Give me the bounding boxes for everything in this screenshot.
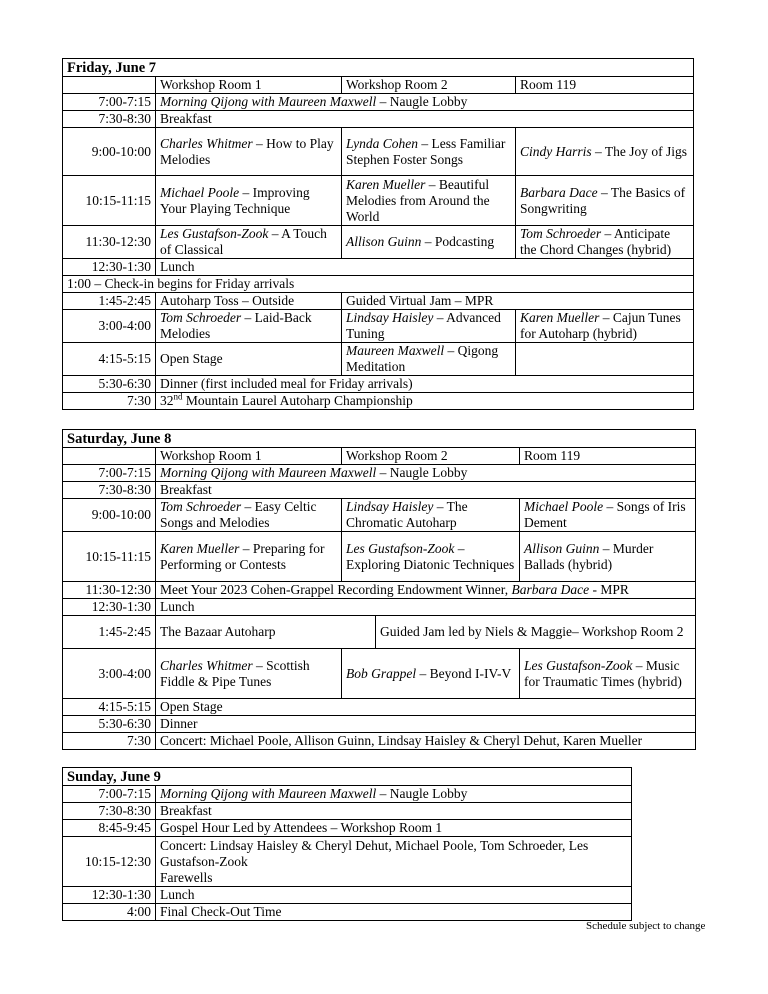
table-row <box>63 582 696 599</box>
workshop-cell <box>516 176 694 226</box>
workshop-title: – The Joy of Jigs <box>591 143 688 159</box>
workshop-cell <box>156 532 342 582</box>
workshop-title: – Less Familiar Stephen Foster Songs <box>346 135 506 167</box>
presenter-name: Karen Mueller <box>346 176 426 192</box>
time-cell: 7:00-7:15 <box>63 465 156 482</box>
table-row <box>63 293 694 310</box>
workshop-title: – Songs of Iris Dement <box>524 499 686 530</box>
workshop-cell <box>156 226 342 259</box>
event-cell: Lunch <box>156 259 694 276</box>
workshop-cell <box>342 343 516 376</box>
table-row <box>63 226 694 259</box>
table-row <box>63 343 694 376</box>
time-cell: 1:45-2:45 <box>63 293 156 310</box>
table-row <box>63 532 696 582</box>
saturday-room-2: Workshop Room 2 <box>342 448 520 465</box>
event-location: – Naugle Lobby <box>376 465 468 480</box>
table-row <box>63 887 632 904</box>
farewells-text: Farewells <box>160 869 213 885</box>
workshop-title: – Podcasting <box>421 234 495 249</box>
event-cell: Dinner <box>156 716 696 733</box>
presenter-name: Lynda Cohen <box>346 135 418 151</box>
table-row <box>63 259 694 276</box>
event-cell <box>156 582 696 599</box>
event-cell: Final Check-Out Time <box>156 904 632 921</box>
workshop-cell <box>342 128 516 176</box>
table-row <box>63 733 696 750</box>
workshop-title: – Scottish Fiddle & Pipe Tunes <box>160 657 310 689</box>
table-row <box>63 94 694 111</box>
time-cell: 10:15-12:30 <box>63 837 156 887</box>
time-cell: 7:30-8:30 <box>63 803 156 820</box>
presenter-name: Lindsay Haisley <box>346 499 434 514</box>
friday-room-3: Room 119 <box>516 77 694 94</box>
workshop-title: – Preparing for Performing or Contests <box>160 540 325 572</box>
workshop-cell <box>342 176 516 226</box>
time-cell: 3:00-4:00 <box>63 649 156 699</box>
presenter-name: Les Gustafson-Zook <box>346 540 455 556</box>
workshop-cell <box>156 649 342 699</box>
workshop-cell <box>342 310 516 343</box>
event-cell <box>156 786 632 803</box>
workshop-cell <box>520 499 696 532</box>
event-cell: Lunch <box>156 887 632 904</box>
time-cell: 5:30-6:30 <box>63 376 156 393</box>
workshop-cell <box>156 128 342 176</box>
time-cell: 7:30 <box>63 393 156 410</box>
workshop-title: – Laid-Back Melodies <box>160 310 312 341</box>
presenter-name: Cindy Harris <box>520 143 592 159</box>
checkin-cell: 1:00 – Check-in begins for Friday arrivals <box>63 276 694 293</box>
table-row <box>63 616 696 649</box>
event-cell <box>156 837 632 887</box>
event-cell: Open Stage <box>156 343 342 376</box>
time-cell: 7:00-7:15 <box>63 94 156 111</box>
event-cell <box>156 465 696 482</box>
workshop-title: – Music for Traumatic Times (hybrid) <box>524 657 682 689</box>
table-row <box>63 176 694 226</box>
event-cell: Dinner (first included meal for Friday arrivals) <box>156 376 694 393</box>
time-cell: 9:00-10:00 <box>63 128 156 176</box>
presenter-name: Allison Guinn <box>346 234 422 249</box>
time-cell: 7:30 <box>63 733 156 750</box>
empty-cell <box>516 343 694 376</box>
event-cell: Breakfast <box>156 803 632 820</box>
time-cell: 12:30-1:30 <box>63 887 156 904</box>
workshop-title: – The Basics of Songwriting <box>520 184 686 216</box>
workshop-cell <box>342 226 516 259</box>
time-cell: 9:00-10:00 <box>63 499 156 532</box>
event-cell: Breakfast <box>156 482 696 499</box>
presenter-name: Michael Poole <box>524 499 604 514</box>
presenter-name: Michael Poole <box>160 184 240 200</box>
workshop-title: – Beyond I-IV-V <box>416 665 512 681</box>
time-cell: 7:30-8:30 <box>63 111 156 128</box>
table-row <box>63 276 694 293</box>
time-cell: 8:45-9:45 <box>63 820 156 837</box>
workshop-cell <box>156 499 342 532</box>
table-row <box>63 716 696 733</box>
presenter-name: Allison Guinn <box>524 540 600 556</box>
workshop-title: – How to Play Melodies <box>160 135 334 167</box>
workshop-cell <box>156 310 342 343</box>
time-cell: 11:30-12:30 <box>63 226 156 259</box>
event-cell <box>156 94 694 111</box>
workshop-title: – Anticipate the Chord Changes (hybrid) <box>520 226 672 257</box>
event-cell: Breakfast <box>156 111 694 128</box>
table-row <box>63 837 632 887</box>
time-cell: 1:45-2:45 <box>63 616 156 649</box>
presenter-name: Barbara Dace <box>520 184 598 200</box>
time-cell: 4:00 <box>63 904 156 921</box>
championship-number: 32 <box>160 393 174 408</box>
workshop-title: – Easy Celtic Songs and Melodies <box>160 499 317 530</box>
event-cell: The Bazaar Autoharp <box>156 616 376 649</box>
workshop-title: – Cajun Tunes for Autoharp (hybrid) <box>520 310 681 341</box>
event-location: - MPR <box>589 582 629 597</box>
table-row <box>63 393 694 410</box>
workshop-title: – Advanced Tuning <box>346 310 501 341</box>
presenter-name: Karen Mueller <box>160 540 240 556</box>
presenter-name: Lindsay Haisley <box>346 310 434 325</box>
event-location: – Naugle Lobby <box>376 786 468 801</box>
table-row <box>63 599 696 616</box>
presenter-name: Tom Schroeder <box>160 499 242 514</box>
championship-title: Mountain Laurel Autoharp Championship <box>182 393 413 408</box>
table-row <box>63 803 632 820</box>
friday-room-2: Workshop Room 2 <box>342 77 516 94</box>
workshop-cell <box>516 226 694 259</box>
saturday-header: Saturday, June 8 <box>63 430 696 448</box>
saturday-room-1: Workshop Room 1 <box>156 448 342 465</box>
friday-room-spacer <box>63 77 156 94</box>
presenter-name: Morning Qijong with Maureen Maxwell <box>160 786 377 801</box>
event-cell: Lunch <box>156 599 696 616</box>
table-row <box>63 111 694 128</box>
workshop-cell <box>342 649 520 699</box>
table-row <box>63 499 696 532</box>
friday-room-1: Workshop Room 1 <box>156 77 342 94</box>
ordinal-suffix: nd <box>173 391 183 402</box>
event-cell: Open Stage <box>156 699 696 716</box>
workshop-cell <box>520 649 696 699</box>
event-cell: Guided Virtual Jam – MPR <box>342 293 694 310</box>
presenter-name: Tom Schroeder <box>520 226 602 241</box>
workshop-cell <box>516 310 694 343</box>
workshop-cell <box>342 499 520 532</box>
table-row <box>63 820 632 837</box>
presenter-name: Les Gustafson-Zook <box>160 226 269 241</box>
friday-schedule-table <box>62 58 694 410</box>
workshop-title: – Murder Ballads (hybrid) <box>524 540 654 572</box>
workshop-title: – The Chromatic Autoharp <box>346 499 468 530</box>
time-cell: 4:15-5:15 <box>63 699 156 716</box>
workshop-cell <box>520 532 696 582</box>
time-cell: 10:15-11:15 <box>63 176 156 226</box>
event-cell: Guided Jam led by Niels & Maggie– Workshop Room 2 <box>376 616 696 649</box>
sunday-schedule-table <box>62 767 632 921</box>
table-row <box>63 465 696 482</box>
presenter-name: Charles Whitmer <box>160 135 253 151</box>
event-location: – Naugle Lobby <box>376 94 468 109</box>
presenter-name: Barbara Dace <box>511 582 590 597</box>
time-cell: 7:30-8:30 <box>63 482 156 499</box>
event-text: Meet Your 2023 Cohen-Grappel Recording Endowment Winner, <box>160 582 512 597</box>
event-cell: Concert: Michael Poole, Allison Guinn, Lindsay Haisley & Cheryl Dehut, Karen Mueller <box>156 733 696 750</box>
time-cell: 10:15-11:15 <box>63 532 156 582</box>
time-cell: 12:30-1:30 <box>63 259 156 276</box>
workshop-cell <box>516 128 694 176</box>
workshop-cell <box>342 532 520 582</box>
presenter-name: Maureen Maxwell <box>346 343 445 358</box>
time-cell: 4:15-5:15 <box>63 343 156 376</box>
time-cell: 3:00-4:00 <box>63 310 156 343</box>
table-row <box>63 128 694 176</box>
table-row <box>63 786 632 803</box>
concert-text: Concert: Lindsay Haisley & Cheryl Dehut, Michael Poole, Tom Schroeder, Les Gustafson-Zook <box>160 837 589 869</box>
event-cell: Gospel Hour Led by Attendees – Workshop Room 1 <box>156 820 632 837</box>
presenter-name: Karen Mueller <box>520 310 600 325</box>
presenter-name: Morning Qijong with Maureen Maxwell <box>160 465 377 480</box>
saturday-room-spacer <box>63 448 156 465</box>
presenter-name: Charles Whitmer <box>160 657 253 673</box>
sunday-header: Sunday, June 9 <box>63 768 632 786</box>
table-row <box>63 904 632 921</box>
workshop-title: – A Touch of Classical <box>160 226 327 257</box>
saturday-schedule-table <box>62 429 696 750</box>
time-cell: 12:30-1:30 <box>63 599 156 616</box>
time-cell: 11:30-12:30 <box>63 582 156 599</box>
table-row <box>63 310 694 343</box>
presenter-name: Bob Grappel <box>346 665 417 681</box>
event-cell <box>156 393 694 410</box>
friday-header: Friday, June 7 <box>63 59 694 77</box>
saturday-room-3: Room 119 <box>520 448 696 465</box>
table-row <box>63 482 696 499</box>
schedule-footnote: Schedule subject to change <box>586 920 706 932</box>
workshop-title: – Improving Your Playing Technique <box>160 184 310 216</box>
workshop-title: – Qigong Meditation <box>346 343 499 374</box>
table-row <box>63 699 696 716</box>
time-cell: 5:30-6:30 <box>63 716 156 733</box>
presenter-name: Les Gustafson-Zook <box>524 657 633 673</box>
workshop-title: – Exploring Diatonic Techniques <box>346 540 515 572</box>
table-row <box>63 376 694 393</box>
workshop-title: – Beautiful Melodies from Around the World <box>346 176 490 224</box>
event-cell: Autoharp Toss – Outside <box>156 293 342 310</box>
workshop-cell <box>156 176 342 226</box>
table-row <box>63 649 696 699</box>
time-cell: 7:00-7:15 <box>63 786 156 803</box>
presenter-name: Tom Schroeder <box>160 310 242 325</box>
presenter-name: Morning Qijong with Maureen Maxwell <box>160 94 377 109</box>
